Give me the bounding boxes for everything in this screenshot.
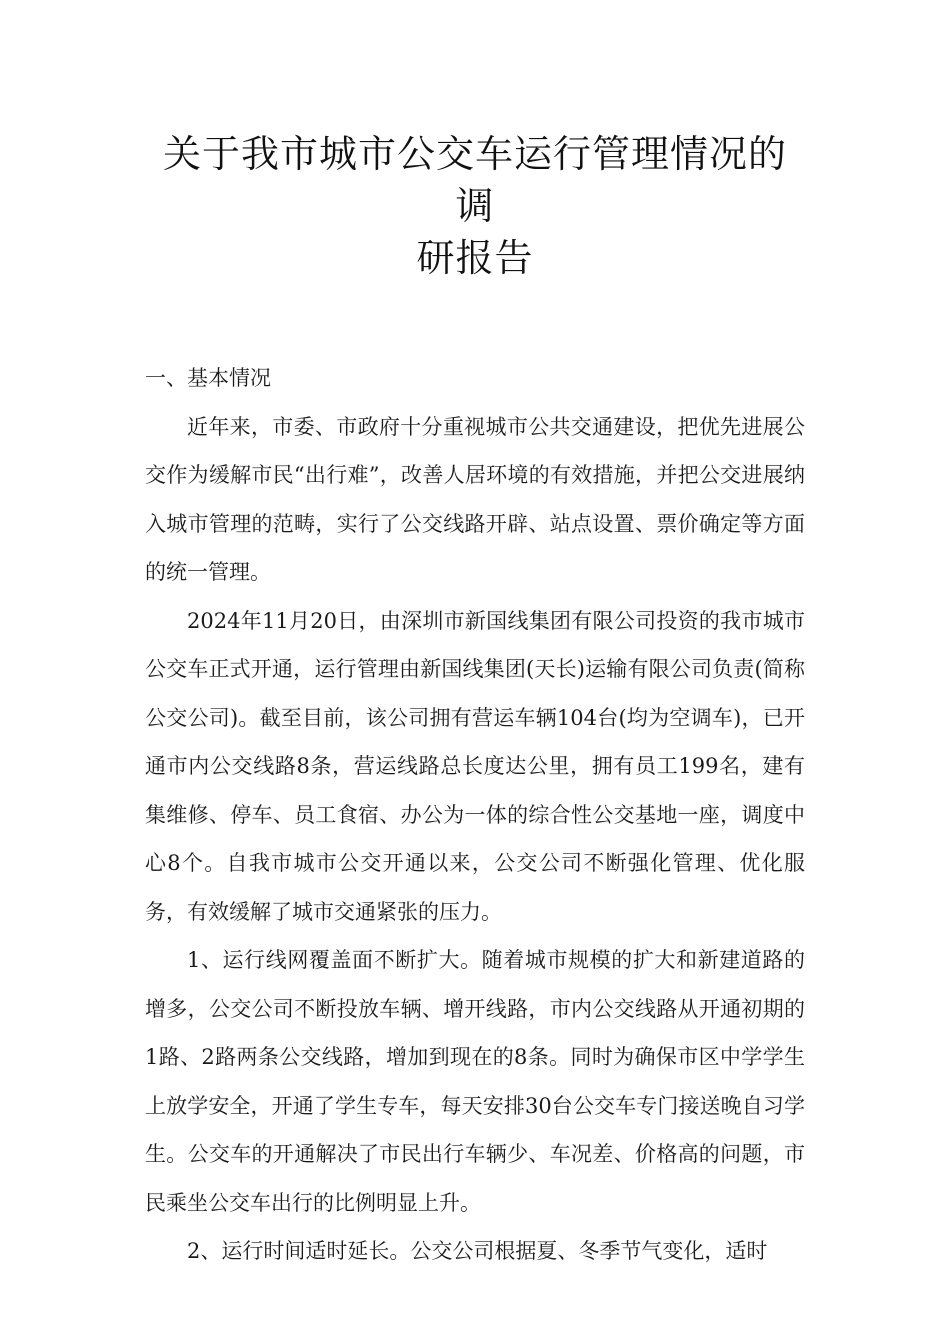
document-title <box>145 0 805 284</box>
paragraph-intro: 近年来，市委、市政府十分重视城市公共交通建设，把优先进展公交作为缓解市民“出行难”，改善人居环境的有效措施，并把公交进展纳入城市管理的范畴，实行了公交线路开辟、站点设置、票价确定等方面的统一管理。 <box>145 414 805 584</box>
section-heading: 一、基本情况 <box>145 366 271 390</box>
paragraph-point-2: 2、运行时间适时延长。公交公司根据夏、冬季节气变化，适时 <box>187 1239 768 1263</box>
title-line-1: 关于我市城市公交车运行管理情况的调 <box>162 132 787 228</box>
paragraph-point-1: 1、运行线网覆盖面不断扩大。随着城市规模的扩大和新建道路的增多，公交公司不断投放车辆、增开线路，市内公交线路从开通初期的1路、2路两条公交线路，增加到现在的8条。同时为确保市区中学学生上放学安全，开通了学生专车，每天安排30台公交车专门接送晚自习学生。公交车的开通解决了市民出行车辆少、车况差、价格高的问题，市民乘坐公交车出行的比例明显上升。 <box>145 948 805 1215</box>
title-line-2: 研报告 <box>416 236 534 280</box>
document-body <box>145 354 805 1276</box>
paragraph-company: 2024年11月20日，由深圳市新国线集团有限公司投资的我市城市公交车正式开通，运行管理由新国线集团(天长)运输有限公司负责(简称公交公司)。截至目前，该公司拥有营运车辆104台(均为空调车)，已开通市内公交线路8条，营运线路总长度达公里，拥有员工199名，建有集维修、停车、员工食宿、办公为一体的综合性公交基地一座，调度中心8个。自我市城市公交开通以来，公交公司不断强化管理、优化服务，有效缓解了城市交通紧张的压力。 <box>145 608 805 924</box>
